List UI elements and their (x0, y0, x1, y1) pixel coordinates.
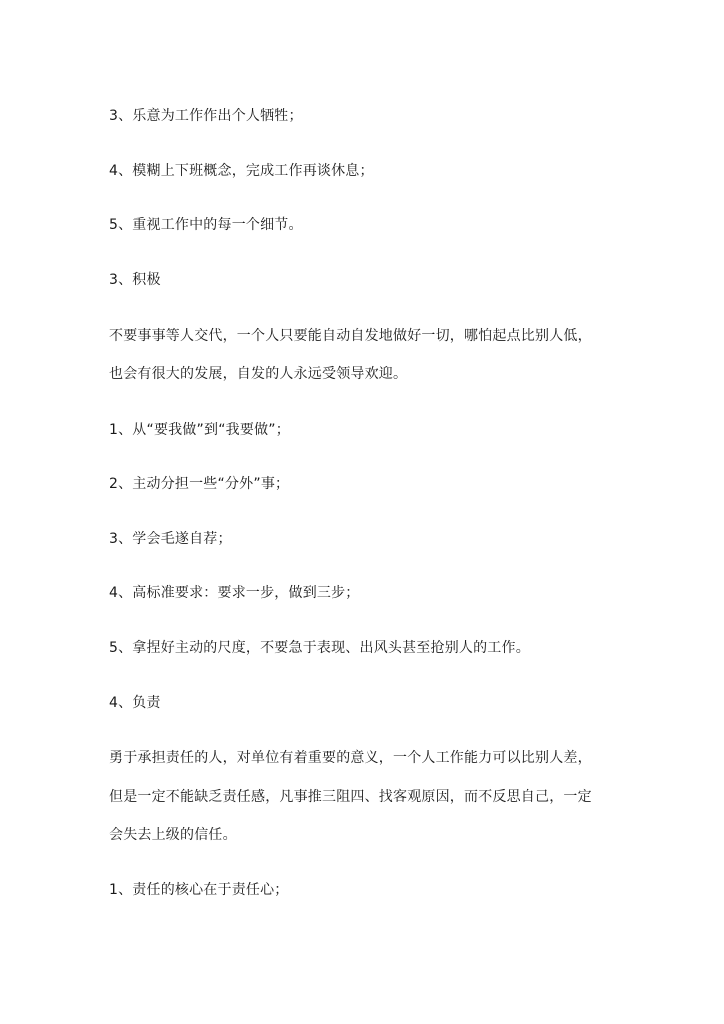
paragraph-responsible-line-2: 但是一定不能缺乏责任感，凡事推三阻四、找客观原因，而不反思自己，一定 (109, 789, 592, 805)
section-heading-responsible: 4、负责 (109, 695, 161, 711)
list-item-details: 5、重视工作中的每一个细节。 (109, 217, 303, 233)
paragraph-responsible-line-1: 勇于承担责任的人，对单位有着重要的意义，一个人工作能力可以比别人差， (109, 750, 592, 766)
list-item-extra-tasks: 2、主动分担一些“分外”事； (109, 476, 290, 492)
list-item-self-recommend: 3、学会毛遂自荐； (109, 531, 232, 547)
section-heading-active: 3、积极 (109, 272, 161, 288)
list-item-measure: 5、拿捏好主动的尺度，不要急于表现、出风头甚至抢别人的工作。 (109, 640, 530, 656)
list-item-blur-work-hours: 4、模糊上下班概念，完成工作再谈休息； (109, 163, 374, 179)
list-item-high-standards: 4、高标准要求：要求一步，做到三步； (109, 585, 360, 601)
list-item-responsibility-core: 1、责任的核心在于责任心； (109, 882, 289, 898)
paragraph-responsible-line-3: 会失去上级的信任。 (109, 827, 237, 843)
paragraph-active-line-1: 不要事事等人交代，一个人只要能自动自发地做好一切，哪怕起点比别人低， (109, 328, 592, 344)
paragraph-active-line-2: 也会有很大的发展，自发的人永远受领导欢迎。 (109, 366, 408, 382)
list-item-sacrifice: 3、乐意为工作作出个人牺牲； (109, 108, 303, 124)
list-item-want-to-do: 1、从“要我做”到“我要做”； (109, 422, 290, 438)
